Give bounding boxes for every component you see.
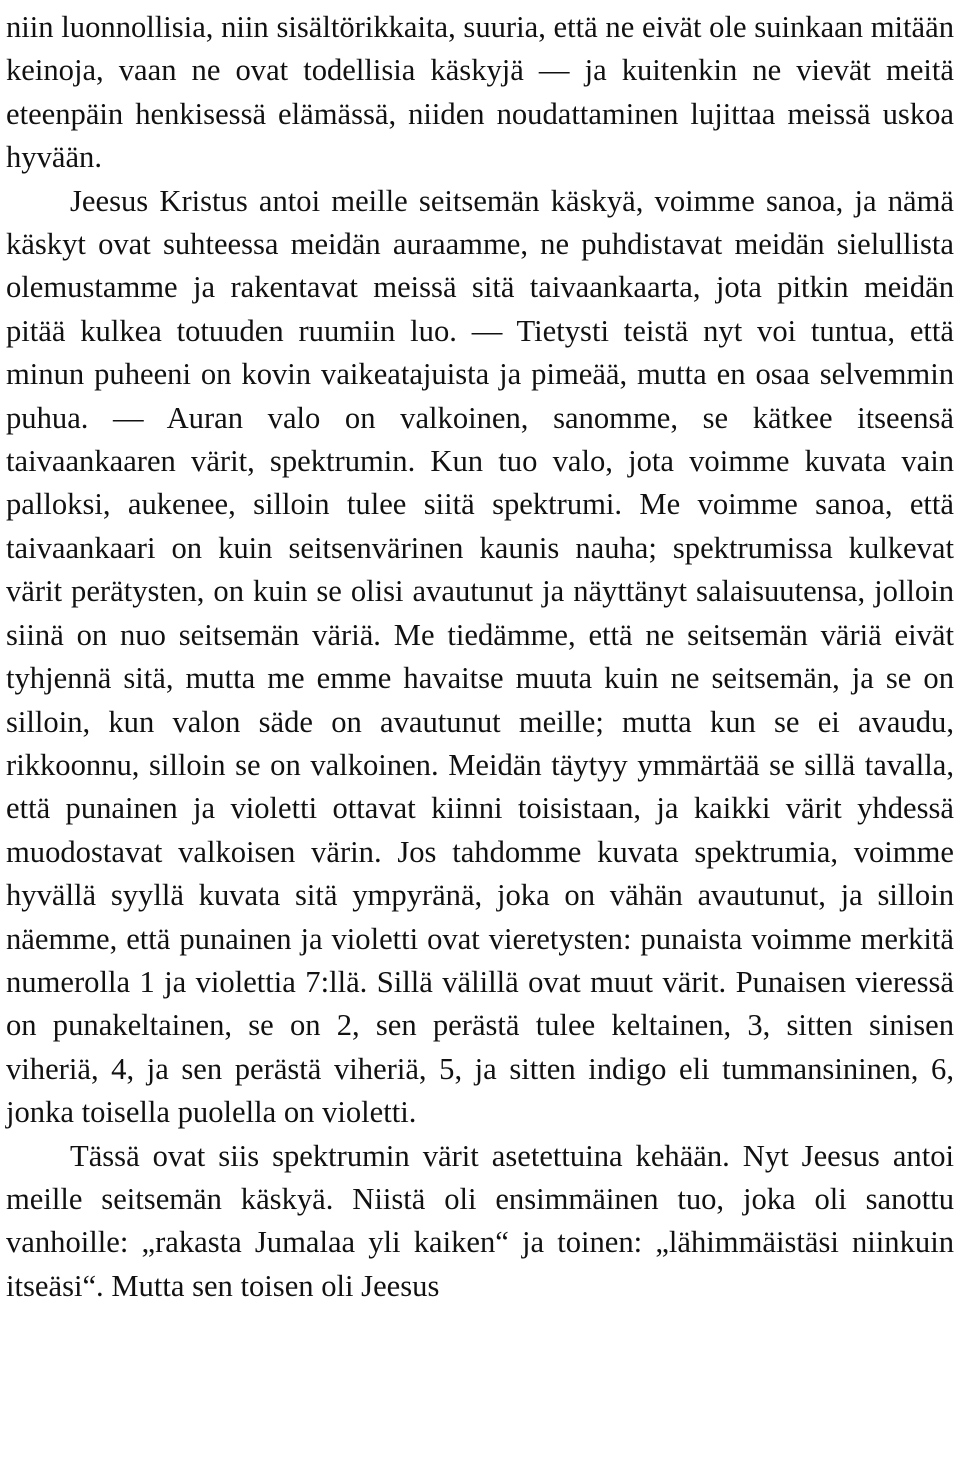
- paragraph-3: Tässä ovat siis spektrumin värit asetettuina kehään. Nyt Jeesus antoi meille seitsemän käskyä. Niistä oli ensimmäinen tuo, joka oli sanottu vanhoille: „rakasta Jumalaa yli kaiken“ ja toinen: „lähimmäistäsi niinkuin itseäsi“. Mutta sen toisen oli Jeesus: [6, 1138, 954, 1303]
- paragraph-1: niin luonnollisia, niin sisältörikkaita, suuria, että ne eivät ole suinkaan mitään keinoja, vaan ne ovat todellisia käskyjä — ja kuitenkin ne vievät meitä eteenpäin henkisessä elämässä, niiden noudattaminen lujittaa meissä uskoa hyvään.: [6, 10, 954, 175]
- document-page: [6, 6, 954, 1308]
- paragraph-2: Jeesus Kristus antoi meille seitsemän käskyä, voimme sanoa, ja nämä käskyt ovat suhteessa meidän auraamme, ne puhdistavat meidän sielullista olemustamme ja rakentavat meissä sitä taivaankaarta, jota pitkin meidän pitää kulkea totuuden ruumiin luo. — Tietysti teistä nyt voi tuntua, että minun puheeni on kovin vaikeatajuista ja pimeää, mutta en osaa selvemmin puhua. — Auran valo on valkoinen, sanomme, se kätkee itseensä taivaankaaren värit, spektrumin. Kun tuo valo, jota voimme kuvata vain palloksi, aukenee, silloin tulee siitä spektrumi. Me voimme sanoa, että taivaankaari on kuin seitsenvärinen kaunis nauha; spektrumissa kulkevat värit perätysten, on kuin se olisi avautunut ja näyttänyt salaisuutensa, jolloin siinä on nuo seitsemän väriä. Me tiedämme, että ne seitsemän väriä eivät tyhjennä sitä, mutta me emme havaitse muuta kuin ne seitsemän, ja se on silloin, kun valon säde on avautunut meille; mutta kun se ei avaudu, rikkoonnu, silloin se on valkoinen. Meidän täytyy ymmärtää se sillä tavalla, että punainen ja violetti ottavat kiinni toisistaan, ja kaikki värit yhdessä muodostavat valkoisen värin. Jos tahdomme kuvata spektrumia, voimme hyvällä syyllä kuvata sitä ympyränä, joka on vähän avautunut, ja silloin näemme, että punainen ja violetti ovat vieretysten: punaista voimme merkitä numerolla 1 ja violettia 7:llä. Sillä välillä ovat muut värit. Punaisen vieressä on punakeltainen, se on 2, sen perästä tulee keltainen, 3, sitten sinisen viheriä, 4, ja sen perästä viheriä, 5, ja sitten indigo eli tummansininen, 6, jonka toisella puolella on violetti.: [6, 183, 954, 1130]
